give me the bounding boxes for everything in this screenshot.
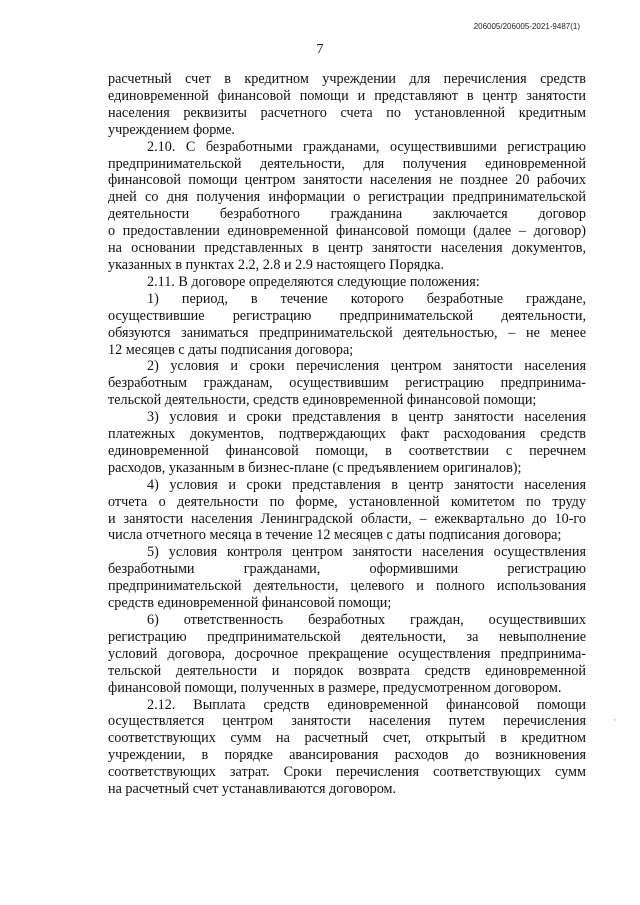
text-line: 5) условия контроля центром занятости населения осуществления <box>147 544 586 561</box>
text-line: обязуются заниматься предпринимательской деятельностью, – не менее <box>108 324 586 341</box>
text-line: платежных документов, подтверждающих факт расходования средств <box>108 426 586 443</box>
text-line: на основании представленных в центр занятости населения документов, <box>108 240 586 257</box>
text-line: средств единовременной финансовой помощи; <box>108 595 392 612</box>
text-line: соответствующих затрат. Сроки перечисления соответствующих сумм <box>108 764 586 781</box>
text-line: 3) условия и сроки представления в центр занятости населения <box>147 409 586 426</box>
margin-mark: · <box>613 715 616 725</box>
page-number: 7 <box>316 42 324 57</box>
text-line: финансовой помощи центром занятости населения не позднее 20 рабочих <box>108 172 586 189</box>
text-line: указанных в пунктах 2.2, 2.8 и 2.9 настоящего Порядка. <box>108 256 444 273</box>
text-line: 12 месяцев с даты подписания договора; <box>108 341 354 358</box>
text-line: расчетный счет в кредитном учреждении для перечисления средств <box>108 71 586 87</box>
text-line: единовременной финансовой помощи и представляют в центр занятости <box>108 87 586 104</box>
text-line: на расчетный счет устанавливаются договором. <box>108 781 397 798</box>
text-line: и занятости населения Ленинградской области, – ежеквартально до 10-го <box>108 510 586 527</box>
text-line: предпринимательской деятельности, для получения единовременной <box>108 155 586 172</box>
text-line: соответствующих сумм на расчетный счет, открытый в кредитном <box>108 730 586 747</box>
text-line: регистрацию предпринимательской деятельности, за невыполнение <box>108 628 586 645</box>
text-line: безработным гражданам, осуществившим регистрацию предпринима- <box>108 375 586 392</box>
text-line: тельской деятельности и порядок возврата средств единовременной <box>108 662 586 679</box>
text-line: 2.10. С безработными гражданами, осуществившими регистрацию <box>147 138 586 155</box>
document-body <box>108 71 586 798</box>
text-line: 2.12. Выплата средств единовременной финансовой помощи <box>147 696 586 713</box>
text-line: 2.11. В договоре определяются следующие положения: <box>147 273 480 290</box>
text-line: расходов, указанным в бизнес-плане (с предъявлением оригиналов); <box>108 459 522 476</box>
text-line: финансовой помощи, полученных в размере, предусмотренном договором. <box>108 679 562 696</box>
text-line: условий договора, досрочное прекращение осуществления предпринима- <box>108 645 586 662</box>
text-line: учреждением форме. <box>108 121 235 138</box>
text-line: 2) условия и сроки перечисления центром занятости населения <box>147 358 586 375</box>
text-line: 1) период, в течение которого безработные граждане, <box>147 290 586 307</box>
text-line: тельской деятельности, средств единовременной финансовой помощи; <box>108 392 537 409</box>
text-line: безработными гражданами, оформившими регистрацию <box>108 561 586 578</box>
text-line: населения реквизиты расчетного счета по установленной кредитным <box>108 104 586 121</box>
text-line: учреждении, в порядке авансирования расходов до возникновения <box>108 747 586 764</box>
text-line: деятельности безработного гражданина заключается договор <box>108 206 586 223</box>
text-line: числа отчетного месяца в течение 12 месяцев с даты подписания договора; <box>108 527 562 544</box>
text-line: о предоставлении единовременной финансовой помощи (далее – договор) <box>108 223 586 240</box>
text-line: единовременной финансовой помощи, в соответствии с перечнем <box>108 442 586 459</box>
document-registration-number: 206005/206005-2021-9487(1) <box>473 22 580 31</box>
text-line: отчета о деятельности по форме, установленной комитетом по труду <box>108 493 586 510</box>
text-line: дней со дня получения информации о регистрации предпринимательской <box>108 189 586 206</box>
text-line: осуществляется центром занятости населения путем перечисления <box>108 713 586 730</box>
text-line: осуществившие регистрацию предпринимательской деятельности, <box>108 307 586 324</box>
text-line: предпринимательской деятельности, целевого и полного использования <box>108 578 586 595</box>
text-line: 4) условия и сроки представления в центр занятости населения <box>147 476 586 493</box>
text-line: 6) ответственность безработных граждан, осуществивших <box>147 612 586 628</box>
